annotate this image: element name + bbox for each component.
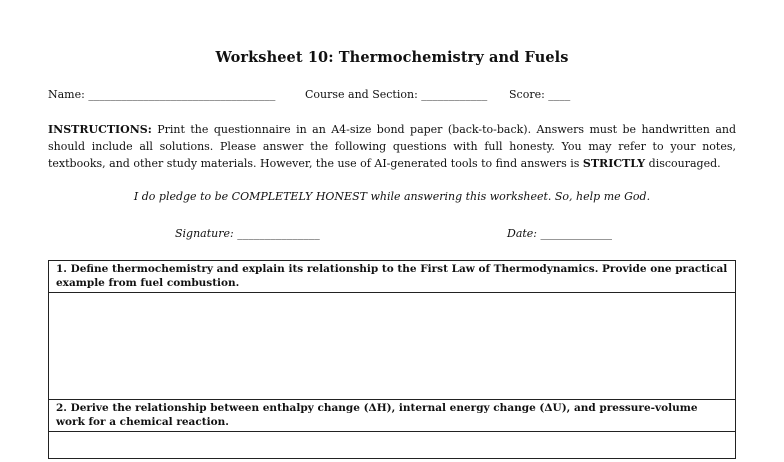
question-2-text: 2. Derive the relationship between enthalpy change (ΔH), internal energy change (ΔU), and pressure-volume work for a chemical reaction. [49,400,735,432]
instructions-tail: discouraged. [648,157,721,170]
name-field [48,88,275,101]
question-1-text: 1. Define thermochemistry and explain its relationship to the First Law of Thermodynamics. Provide one practical example from fuel combustion. [49,261,735,293]
answer-area-2[interactable] [49,432,735,462]
signature-label: Signature: [175,227,234,240]
course-blank: ____________ [421,88,488,101]
date-blank: _____________ [540,227,613,240]
instructions-strictly: STRICTLY [582,157,646,170]
worksheet-title: Worksheet 10: Thermochemistry and Fuels [215,49,569,66]
instructions-label: INSTRUCTIONS: [48,123,152,136]
signature-blank: _______________ [237,227,320,240]
honesty-pledge: I do pledge to be COMPLETELY HONEST while answering this worksheet. So, help me God. [133,190,651,203]
signature-field [175,227,320,240]
instructions-text: Print the questionnaire in an A4-size bond paper (back-to-back). Answers must be handwritten and should include all solutions. Please answer the following questions with full honesty. You may refer to your notes, textbooks, and other study materials. However, the use of AI-generated tools to find answers is [48,123,737,170]
date-label: Date: [507,227,538,240]
name-blank: __________________________________ [88,88,276,101]
instructions-paragraph [48,121,736,172]
course-label: Course and Section: [305,88,418,101]
question-box-1 [48,260,736,400]
name-label: Name: [48,88,85,101]
course-section-field [305,88,487,101]
score-blank: ____ [548,88,571,101]
score-field [509,88,570,101]
answer-area-1[interactable] [49,293,735,393]
date-field [507,227,612,240]
score-label: Score: [509,88,545,101]
question-box-2 [48,399,736,459]
